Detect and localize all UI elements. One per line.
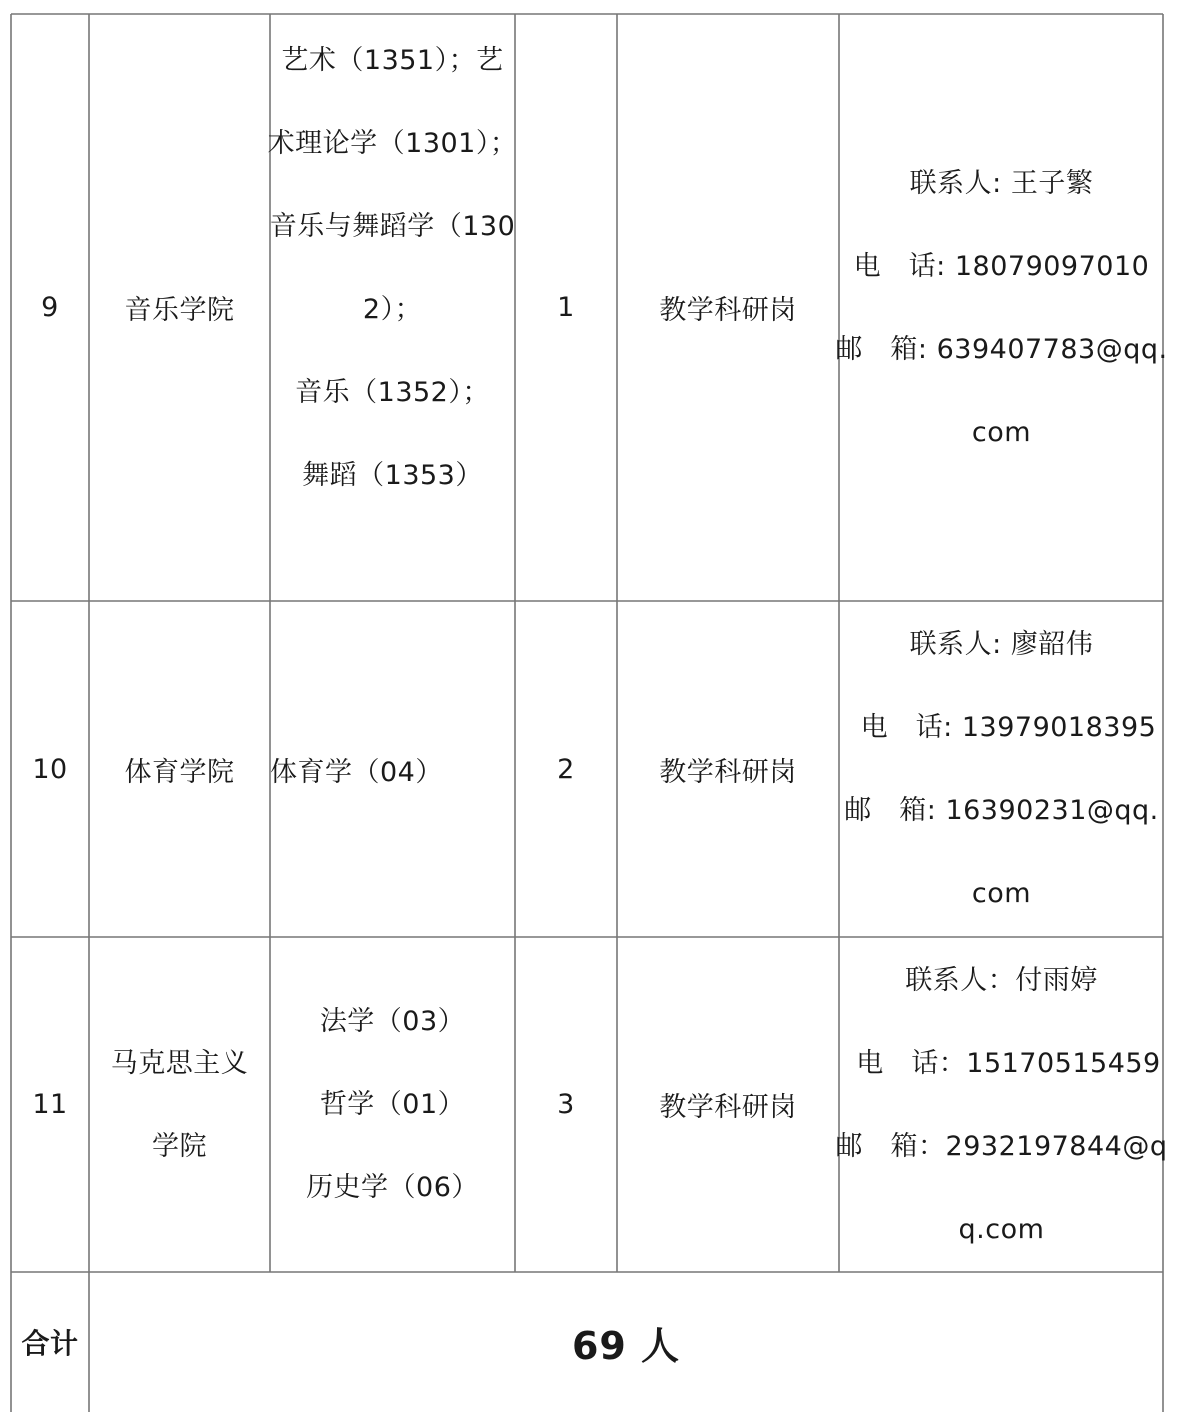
table-row-11-count: [515, 937, 617, 1272]
total-value: 69 人: [571, 1323, 681, 1368]
major-line: 术理论学（1301）；: [267, 128, 518, 159]
headcount: 3: [557, 1089, 575, 1120]
major-line: 体育学（04）: [270, 756, 443, 788]
table-row-10-college: [89, 601, 270, 937]
table-row-11-no: [11, 937, 89, 1272]
table-row-9-contact: [835, 142, 1168, 476]
table-row-11-contact: [835, 939, 1168, 1272]
total-value-cell: [89, 1272, 1163, 1412]
table-row-9-majors: [267, 19, 518, 518]
major-line: 音乐与舞蹈学（130: [269, 211, 516, 242]
college-name: 音乐学院: [124, 295, 235, 326]
contact-email-cont: com: [971, 878, 1032, 909]
contact-person: 联系人: 王子繁: [909, 168, 1094, 199]
table-row-11-college: [89, 937, 270, 1272]
major-line: 艺术（1351）；艺: [281, 45, 504, 76]
table-row-10-no: [11, 601, 89, 937]
major-line: 2）；: [362, 294, 423, 325]
major-line: 舞蹈（1353）: [302, 460, 483, 491]
table-row-10-count: [515, 601, 617, 937]
table-row-9-no: [11, 14, 89, 601]
table-row-9-college: [89, 14, 270, 601]
contact-person: 联系人: 廖韶伟: [909, 629, 1094, 660]
table-row-11-position: [617, 937, 839, 1272]
contact-phone: 电 话：15170515459: [856, 1048, 1161, 1079]
total-label-cell: [11, 1272, 89, 1412]
contact-phone: 电 话: 13979018395: [860, 712, 1157, 743]
contact-person: 联系人：付雨婷: [905, 965, 1098, 996]
row-number: 9: [41, 292, 59, 323]
major-line: 哲学（01）: [319, 1089, 466, 1120]
contact-email-cont: q.com: [958, 1214, 1045, 1245]
row-number: 11: [32, 1089, 68, 1120]
row-number: 10: [32, 753, 68, 785]
college-name: 体育学院: [124, 756, 235, 788]
table-row-9-count: [515, 14, 617, 601]
position-name: 教学科研岗: [659, 1092, 797, 1123]
major-line: 法学（03）: [319, 1006, 466, 1037]
major-line: 历史学（06）: [306, 1172, 479, 1203]
college-name: 马克思主义: [110, 1047, 249, 1079]
contact-email: 邮 箱: 639407783@qq.: [835, 334, 1168, 365]
table-row-11-majors: [270, 937, 515, 1272]
college-name-cont: 学院: [152, 1130, 207, 1162]
contact-email: 邮 箱: 16390231@qq.: [844, 795, 1159, 826]
headcount: 1: [557, 292, 575, 323]
table-row-9-position: [617, 14, 839, 601]
headcount: 2: [557, 753, 575, 785]
table-row-10-majors: [270, 601, 515, 937]
contact-email: 邮 箱：2932197844@q: [835, 1131, 1168, 1162]
contact-phone: 电 话: 18079097010: [853, 251, 1150, 282]
contact-email-cont: com: [971, 417, 1032, 448]
position-name: 教学科研岗: [659, 295, 797, 326]
position-name: 教学科研岗: [659, 756, 797, 788]
total-label: 合计: [21, 1327, 79, 1360]
major-line: 音乐（1352）；: [295, 377, 490, 408]
table-row-10-contact: [840, 603, 1163, 937]
table-row-10-position: [617, 601, 839, 937]
